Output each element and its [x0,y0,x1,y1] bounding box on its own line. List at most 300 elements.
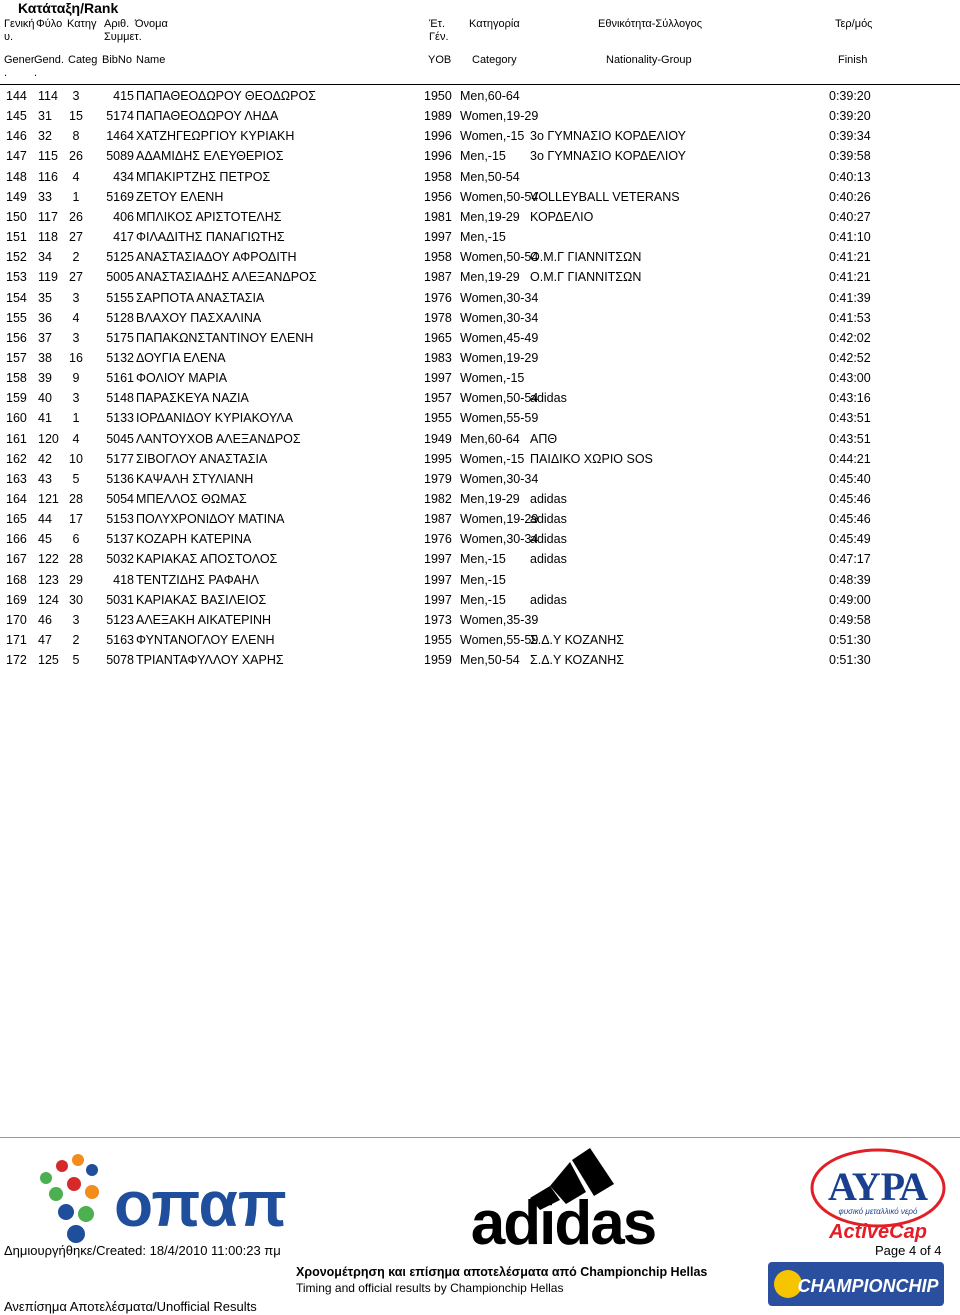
athlete-name: ΠΑΠΑΚΩΝΣΤΑΝΤΙΝΟΥ ΕΛΕΝΗ [136,330,314,345]
finish-time: 0:39:20 [829,89,871,103]
gender-rank: 47 [38,633,52,648]
bib-number: 415 [113,89,134,103]
aura-wordmark: ΑΥΡΑ [827,1164,929,1209]
athlete-name: ΛΑΝΤΟΥΧΟΒ ΑΛΕΞΑΝΔΡΟΣ [136,431,301,446]
birth-year: 1955 [424,633,452,648]
gender-rank: 121 [38,492,59,506]
overall-rank: 156 [6,330,27,345]
athlete-name: ΤΡΙΑΝΤΑΦΥΛΛΟΥ ΧΑΡΗΣ [136,653,284,668]
gender-rank: 115 [38,149,58,164]
footer-divider [0,1137,960,1138]
adidas-logo [438,1148,688,1258]
birth-year: 1981 [424,209,452,224]
birth-year: 1982 [424,492,452,506]
gender-rank: 117 [38,209,58,224]
bib-number: 5125 [106,250,134,265]
opap-dot [58,1204,74,1220]
bib-number: 5054 [106,492,134,506]
finish-time: 0:49:58 [829,612,871,627]
finish-time: 0:45:40 [829,471,871,486]
overall-rank: 154 [6,290,27,305]
bib-number: 5132 [106,350,134,365]
club: ΚΟΡΔΕΛΙΟ [530,209,594,224]
birth-year: 1995 [424,451,452,466]
gender-rank: 31 [38,109,52,124]
category: Women,19-29 [460,109,539,124]
gender-rank: 116 [38,169,58,184]
athlete-name: ΣΑΡΠΟΤΑ ΑΝΑΣΤΑΣΙΑ [136,290,265,305]
athlete-name: ΜΠΕΛΛΟΣ ΘΩΜΑΣ [136,492,247,506]
birth-year: 1987 [424,512,452,527]
overall-rank: 162 [6,451,27,466]
gender-rank: 40 [38,391,52,406]
bib-number: 5078 [106,653,134,668]
overall-rank: 145 [6,109,27,124]
category: Women,50-54 [460,391,539,406]
category: Women,30-34 [460,290,539,305]
birth-year: 1979 [424,471,452,486]
finish-time: 0:39:34 [829,129,871,144]
overall-rank: 172 [6,653,27,668]
bib-number: 5163 [106,633,134,648]
opap-dot [49,1187,63,1201]
overall-rank: 168 [6,572,27,587]
table-row [0,529,960,549]
club: adidas [530,492,567,506]
category-rank: 9 [72,371,80,386]
finish-time: 0:47:17 [829,552,871,567]
table-row [0,227,960,247]
bib-number: 5123 [106,612,134,627]
gender-rank: 122 [38,552,59,567]
gender-rank: 123 [38,572,59,587]
category: Women,55-59 [460,633,539,648]
category: Women,-15 [460,129,525,144]
athlete-name: ΠΑΠΑΘΕΟΔΩΡΟΥ ΘΕΟΔΩΡΟΣ [136,89,316,103]
birth-year: 1997 [424,572,452,587]
header-finish-en: Finish [838,54,868,66]
category-rank: 17 [69,512,83,527]
aura-logo [808,1148,948,1244]
table-row [0,449,960,469]
overall-rank: 160 [6,411,27,426]
category-rank: 3 [72,330,80,345]
category-rank: 26 [69,209,83,224]
category-rank: 15 [69,109,83,124]
bib-number: 5169 [106,189,134,204]
athlete-name: ΔΟΥΓΙΑ ΕΛΕΝΑ [136,350,226,365]
gender-rank: 32 [38,129,52,144]
overall-rank: 153 [6,270,27,285]
finish-time: 0:39:20 [829,109,871,124]
overall-rank: 161 [6,431,27,446]
overall-rank: 169 [6,592,27,607]
gender-rank: 38 [38,350,52,365]
birth-year: 1958 [424,169,452,184]
table-row [0,610,960,630]
gender-rank: 44 [38,512,52,527]
championchip-wordmark: CHAMPIONCHIP [797,1276,939,1296]
finish-time: 0:43:00 [829,371,871,386]
gender-rank: 119 [38,270,58,285]
athlete-name: ΑΔΑΜΙΔΗΣ ΕΛΕΥΘΕΡΙΟΣ [136,149,284,164]
header-categ-en: Category [472,54,517,66]
finish-time: 0:44:21 [829,451,871,466]
athlete-name: ΚΟΖΑΡΗ ΚΑΤΕΡΙΝΑ [136,532,252,547]
athlete-name: ΠΑΡΑΣΚΕΥΑ ΝΑΖΙΑ [136,391,249,406]
aura-tagline: φυσικό μεταλλικό νερό [838,1207,918,1216]
overall-rank: 149 [6,189,27,204]
bib-number: 417 [113,230,134,245]
gender-rank: 125 [38,653,59,668]
athlete-name: ΠΑΠΑΘΕΟΔΩΡΟΥ ΛΗΔΑ [136,109,279,124]
bib-number: 5128 [106,310,134,325]
category: Women,-15 [460,451,525,466]
header-yob-gr: Έτ. Γέν. [429,18,449,43]
bib-number: 5177 [106,451,134,466]
category: Women,50-54 [460,250,539,265]
category-rank: 1 [72,189,80,204]
opap-dot [78,1206,94,1222]
created-timestamp: Δημιουργήθηκε/Created: 18/4/2010 11:00:23 πμ [4,1243,281,1258]
overall-rank: 159 [6,391,27,406]
table-row [0,207,960,227]
table-row [0,187,960,207]
finish-time: 0:45:49 [829,532,871,547]
overall-rank: 171 [6,633,27,648]
category: Women,30-34 [460,532,539,547]
category: Men,-15 [460,552,506,567]
finish-time: 0:45:46 [829,512,871,527]
category: Women,30-34 [460,471,539,486]
gender-rank: 120 [38,431,59,446]
gender-rank: 118 [38,230,58,245]
category: Men,-15 [460,592,506,607]
category-rank: 5 [72,471,80,486]
birth-year: 1958 [424,250,452,265]
birth-year: 1997 [424,552,452,567]
championchip-logo [768,1262,944,1306]
table-row [0,86,960,106]
bib-number: 5045 [106,431,134,446]
opap-dot [67,1177,81,1191]
category: Women,55-59 [460,411,539,426]
birth-year: 1976 [424,290,452,305]
bib-number: 5032 [106,552,134,567]
finish-time: 0:45:46 [829,492,871,506]
club: Σ.Δ.Υ ΚΟΖΑΝΗΣ [530,653,625,668]
overall-rank: 147 [6,149,27,164]
table-row [0,429,960,449]
category-rank: 3 [72,612,80,627]
category: Men,50-54 [460,653,520,668]
overall-rank: 151 [6,230,27,245]
table-row [0,328,960,348]
bib-number: 5137 [106,532,134,547]
overall-rank: 157 [6,350,27,365]
category-rank: 10 [69,451,83,466]
bib-number: 5136 [106,471,134,486]
finish-time: 0:41:21 [829,250,871,265]
header-gen-gr: Γενική υ. [4,18,35,43]
finish-time: 0:40:26 [829,189,871,204]
bib-number: 5089 [106,149,134,164]
athlete-name: ΚΑΨΑΛΗ ΣΤΥΛΙΑΝΗ [136,471,254,486]
opap-dot [86,1164,98,1176]
athlete-name: ΦΟΛΙΟΥ ΜΑΡΙΑ [136,371,228,386]
category: Women,19-29 [460,350,539,365]
club: 3ο ΓΥΜΝΑΣΙΟ ΚΟΡΔΕΛΙΟΥ [530,129,687,144]
bib-number: 5153 [106,512,134,527]
overall-rank: 166 [6,532,27,547]
bib-number: 5005 [106,270,134,285]
birth-year: 1976 [424,532,452,547]
bib-number: 5174 [106,109,134,124]
finish-time: 0:41:21 [829,270,871,285]
gender-rank: 33 [38,189,52,204]
birth-year: 1965 [424,330,452,345]
table-row [0,167,960,187]
birth-year: 1997 [424,230,452,245]
birth-year: 1996 [424,129,452,144]
birth-year: 1997 [424,592,452,607]
category: Women,30-34 [460,310,539,325]
table-row [0,570,960,590]
birth-year: 1996 [424,149,452,164]
bib-number: 434 [113,169,134,184]
header-gen-en: Gener . [4,54,35,79]
bib-number: 5155 [106,290,134,305]
finish-time: 0:43:51 [829,431,871,446]
table-row [0,267,960,287]
athlete-name: ΧΑΤΖΗΓΕΩΡΓΙΟΥ ΚΥΡΙΑΚΗ [136,129,295,144]
overall-rank: 146 [6,129,27,144]
finish-time: 0:42:52 [829,350,871,365]
bib-number: 5175 [106,330,134,345]
opap-wordmark: οπαπ [114,1168,287,1240]
category-rank: 3 [72,89,80,103]
category: Women,-15 [460,371,525,386]
gender-rank: 43 [38,471,52,486]
header-finish-gr: Τερ/μός [835,18,873,30]
athlete-name: ΖΕΤΟΥ ΕΛΕΝΗ [136,189,224,204]
category: Men,19-29 [460,492,520,506]
category-rank: 5 [72,653,80,668]
opap-dot [72,1154,84,1166]
athlete-name: ΣΙΒΟΓΛΟΥ ΑΝΑΣΤΑΣΙΑ [136,451,268,466]
header-categ-gr: Κατηγορία [469,18,520,30]
table-row [0,469,960,489]
header-name-gr: Όνομα [135,18,168,30]
birth-year: 1987 [424,270,452,285]
gender-rank: 46 [38,612,52,627]
category-rank: 28 [69,552,83,567]
header-club-en: Nationality-Group [606,54,692,66]
category: Men,-15 [460,230,506,245]
athlete-name: ΠΟΛΥΧΡΟΝΙΔΟΥ ΜΑΤΙΝΑ [136,512,285,527]
gender-rank: 36 [38,310,52,325]
table-row [0,489,960,509]
athlete-name: ΜΠΑΚΙΡΤΖΗΣ ΠΕΤΡΟΣ [136,169,271,184]
category-rank: 29 [69,572,83,587]
page-title: Κατάταξη/Rank [18,0,119,16]
bib-number: 5148 [106,391,134,406]
category: Women,35-39 [460,612,539,627]
table-row [0,388,960,408]
gender-rank: 34 [38,250,52,265]
gender-rank: 35 [38,290,52,305]
bib-number: 5031 [106,592,134,607]
bib-number: 418 [113,572,134,587]
overall-rank: 158 [6,371,27,386]
table-row [0,126,960,146]
table-row [0,288,960,308]
unofficial-results-label: Ανεπίσημα Αποτελέσματα/Unofficial Results [4,1299,257,1314]
gender-rank: 124 [38,592,59,607]
overall-rank: 167 [6,552,27,567]
finish-time: 0:48:39 [829,572,871,587]
category-rank: 3 [72,391,80,406]
finish-time: 0:40:27 [829,209,871,224]
opap-dot [56,1160,68,1172]
club: adidas [530,532,567,547]
table-row [0,368,960,388]
header-club-gr: Εθνικότητα-Σύλλογος [598,18,703,30]
gender-rank: 41 [38,411,52,426]
category-rank: 26 [69,149,83,164]
overall-rank: 148 [6,169,27,184]
category-rank: 27 [69,230,83,245]
club: adidas [530,391,567,406]
birth-year: 1959 [424,653,452,668]
category-rank: 4 [72,431,80,446]
gender-rank: 42 [38,451,52,466]
club: Σ.Δ.Υ ΚΟΖΑΝΗΣ [530,633,625,648]
birth-year: 1983 [424,350,452,365]
category-rank: 4 [72,310,80,325]
overall-rank: 155 [6,310,27,325]
birth-year: 1997 [424,371,452,386]
category: Women,50-54 [460,189,539,204]
header-name-en: Name [136,54,166,66]
overall-rank: 163 [6,471,27,486]
athlete-name: ΑΝΑΣΤΑΣΙΑΔΟΥ ΑΦΡΟΔΙΤΗ [136,250,297,265]
finish-time: 0:49:00 [829,592,871,607]
finish-time: 0:43:51 [829,411,871,426]
opap-dot [40,1172,52,1184]
header-gender-gr: Φύλο [36,18,63,30]
table-row [0,630,960,650]
athlete-name: ΙΟΡΔΑΝΙΔΟΥ ΚΥΡΙΑΚΟΥΛΑ [136,411,293,426]
category: Men,60-64 [460,431,520,446]
category-rank: 2 [72,633,80,648]
birth-year: 1955 [424,411,452,426]
category: Women,19-29 [460,512,539,527]
finish-time: 0:42:02 [829,330,871,345]
club: adidas [530,552,567,567]
header-category-gr: Κατηγ [67,18,97,30]
finish-time: 0:43:16 [829,391,871,406]
birth-year: 1949 [424,431,452,446]
club: ΑΠΘ [530,431,558,446]
header-gender-en: Gend. . [34,54,64,79]
category: Women,45-49 [460,330,539,345]
timing-credit-english: Timing and official results by Championchip Hellas [296,1281,564,1295]
header-divider [0,84,960,85]
table-row [0,590,960,610]
table-row [0,106,960,126]
club: adidas [530,512,567,527]
opap-dot [85,1185,99,1199]
club: Ο.Μ.Γ ΓΙΑΝΝΙΤΣΩΝ [530,250,642,265]
table-row [0,408,960,428]
gender-rank: 45 [38,532,52,547]
athlete-name: ΜΠΛΙΚΟΣ ΑΡΙΣΤΟΤΕΛΗΣ [136,209,282,224]
finish-time: 0:51:30 [829,653,871,668]
table-row [0,146,960,166]
bib-number: 5161 [106,371,134,386]
birth-year: 1956 [424,189,452,204]
bib-number: 406 [113,209,134,224]
club: 3ο ΓΥΜΝΑΣΙΟ ΚΟΡΔΕΛΙΟΥ [530,149,687,164]
category: Men,50-54 [460,169,520,184]
overall-rank: 144 [6,89,27,103]
finish-time: 0:40:13 [829,169,871,184]
opap-logo [26,1150,287,1250]
birth-year: 1950 [424,89,452,103]
category-rank: 3 [72,290,80,305]
athlete-name: ΑΛΕΞΑΚΗ ΑΙΚΑΤΕΡΙΝΗ [136,612,272,627]
category: Men,60-64 [460,89,520,103]
header-yob-en: YOB [428,54,452,66]
category-rank: 1 [72,411,80,426]
gender-rank: 37 [38,330,52,345]
overall-rank: 165 [6,512,27,527]
gender-rank: 39 [38,371,52,386]
activecap-wordmark: ActiveCap [829,1221,927,1243]
table-row [0,509,960,529]
header-bib-gr: Αριθ. Συμμετ. [104,18,142,43]
birth-year: 1957 [424,391,452,406]
table-row [0,348,960,368]
athlete-name: ΦΥΝΤΑΝΟΓΛΟΥ ΕΛΕΝΗ [136,633,275,648]
category-rank: 2 [72,250,80,265]
athlete-name: ΑΝΑΣΤΑΣΙΑΔΗΣ ΑΛΕΞΑΝΔΡΟΣ [136,270,317,285]
overall-rank: 170 [6,612,27,627]
category-rank: 4 [72,169,80,184]
athlete-name: ΚΑΡΙΑΚΑΣ ΑΠΟΣΤΟΛΟΣ [136,552,278,567]
finish-time: 0:41:53 [829,310,871,325]
adidas-wordmark: adidas [470,1189,656,1258]
bib-number: 5133 [106,411,134,426]
finish-time: 0:41:10 [829,230,871,245]
table-row [0,549,960,569]
opap-dot [67,1225,85,1243]
page-number: Page 4 of 4 [875,1243,942,1258]
table-row [0,650,960,670]
category-rank: 27 [69,270,83,285]
gender-rank: 114 [38,89,58,103]
finish-time: 0:41:39 [829,290,871,305]
category-rank: 16 [69,350,83,365]
category: Men,19-29 [460,209,520,224]
category: Men,-15 [460,572,506,587]
category-rank: 30 [69,592,83,607]
birth-year: 1978 [424,310,452,325]
club: ΠΑΙΔΙΚΟ ΧΩΡΙΟ SOS [530,451,653,466]
category: Men,-15 [460,149,506,164]
athlete-name: ΚΑΡΙΑΚΑΣ ΒΑΣΙΛΕΙΟΣ [136,592,267,607]
